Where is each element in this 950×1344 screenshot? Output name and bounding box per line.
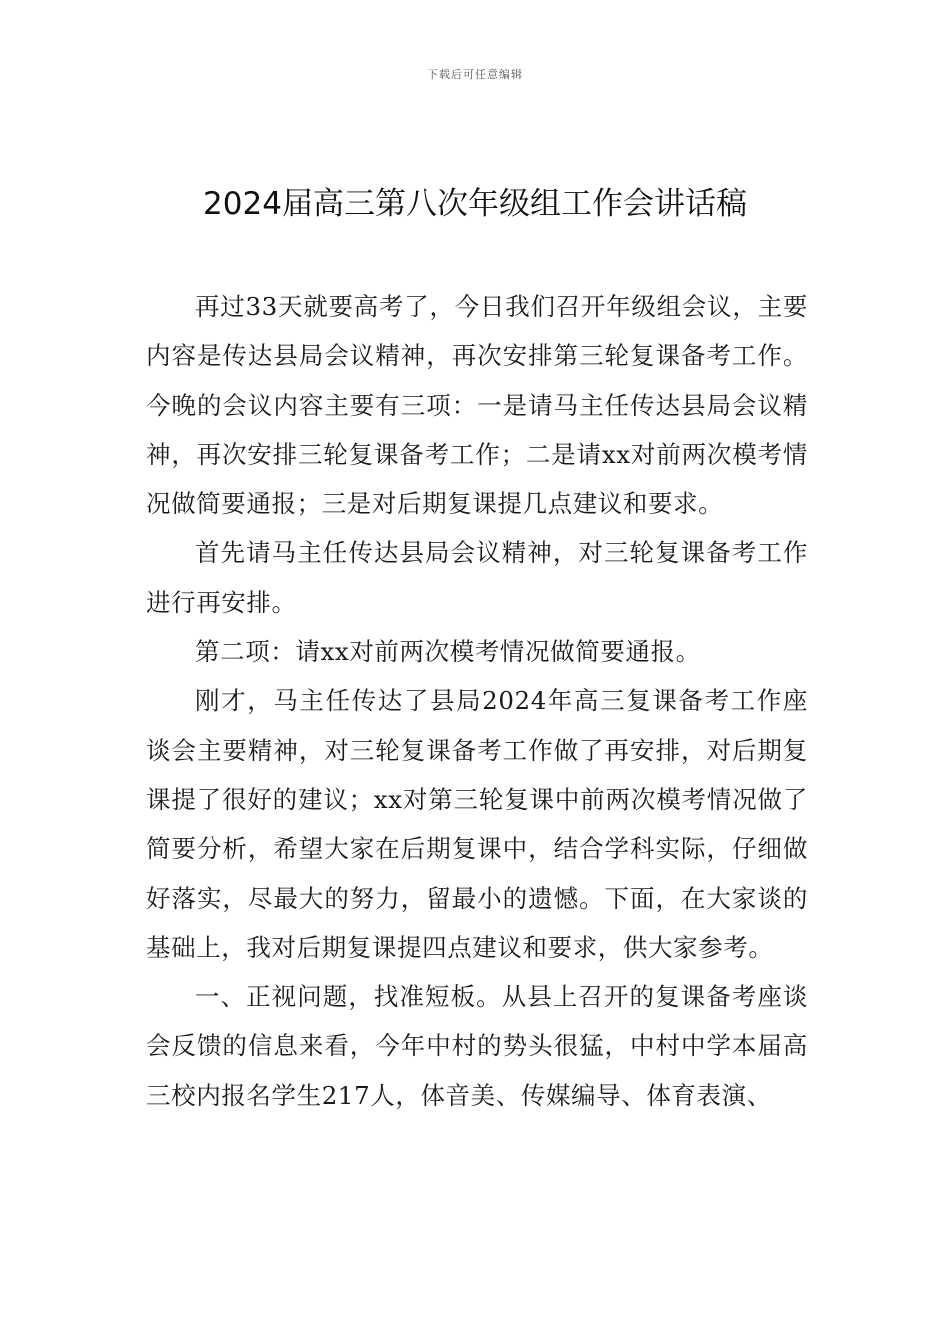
document-title: 2024届高三第八次年级组工作会讲话稿 [203,186,747,222]
paragraph-4: 刚才，马主任传达了县局2024年高三复课备考工作座谈会主要精神，对三轮复课备考工作做了再安排，对后期复课提了很好的建议；xx对第三轮复课中前两次模考情况做了简要分析，希望大家在后期复课中，结合学科实际，仔细做好落实，尽最大的努力，留最小的遗憾。下面，在大家谈的基础上，我对后期复课提四点建议和要求，供大家参考。 [146,686,808,962]
paragraph-2: 首先请马主任传达县局会议精神，对三轮复课备考工作进行再安排。 [146,538,808,617]
document-body [146,282,808,1120]
header-note: 下载后可任意编辑 [427,68,523,81]
paragraph-1: 再过33天就要高考了，今日我们召开年级组会议，主要内容是传达县局会议精神，再次安排第三轮复课备考工作。今晚的会议内容主要有三项：一是请马主任传达县局会议精神，再次安排三轮复课备考工作；二是请xx对前两次模考情况做简要通报；三是对后期复课提几点建议和要求。 [146,292,808,519]
paragraph-3: 第二项：请xx对前两次模考情况做简要通报。 [195,637,701,667]
paragraph-5: 一、正视问题，找准短板。从县上召开的复课备考座谈会反馈的信息来看，今年中村的势头很猛，中村中学本届高三校内报名学生217人，体音美、传媒编导、体育表演、 [146,982,808,1110]
